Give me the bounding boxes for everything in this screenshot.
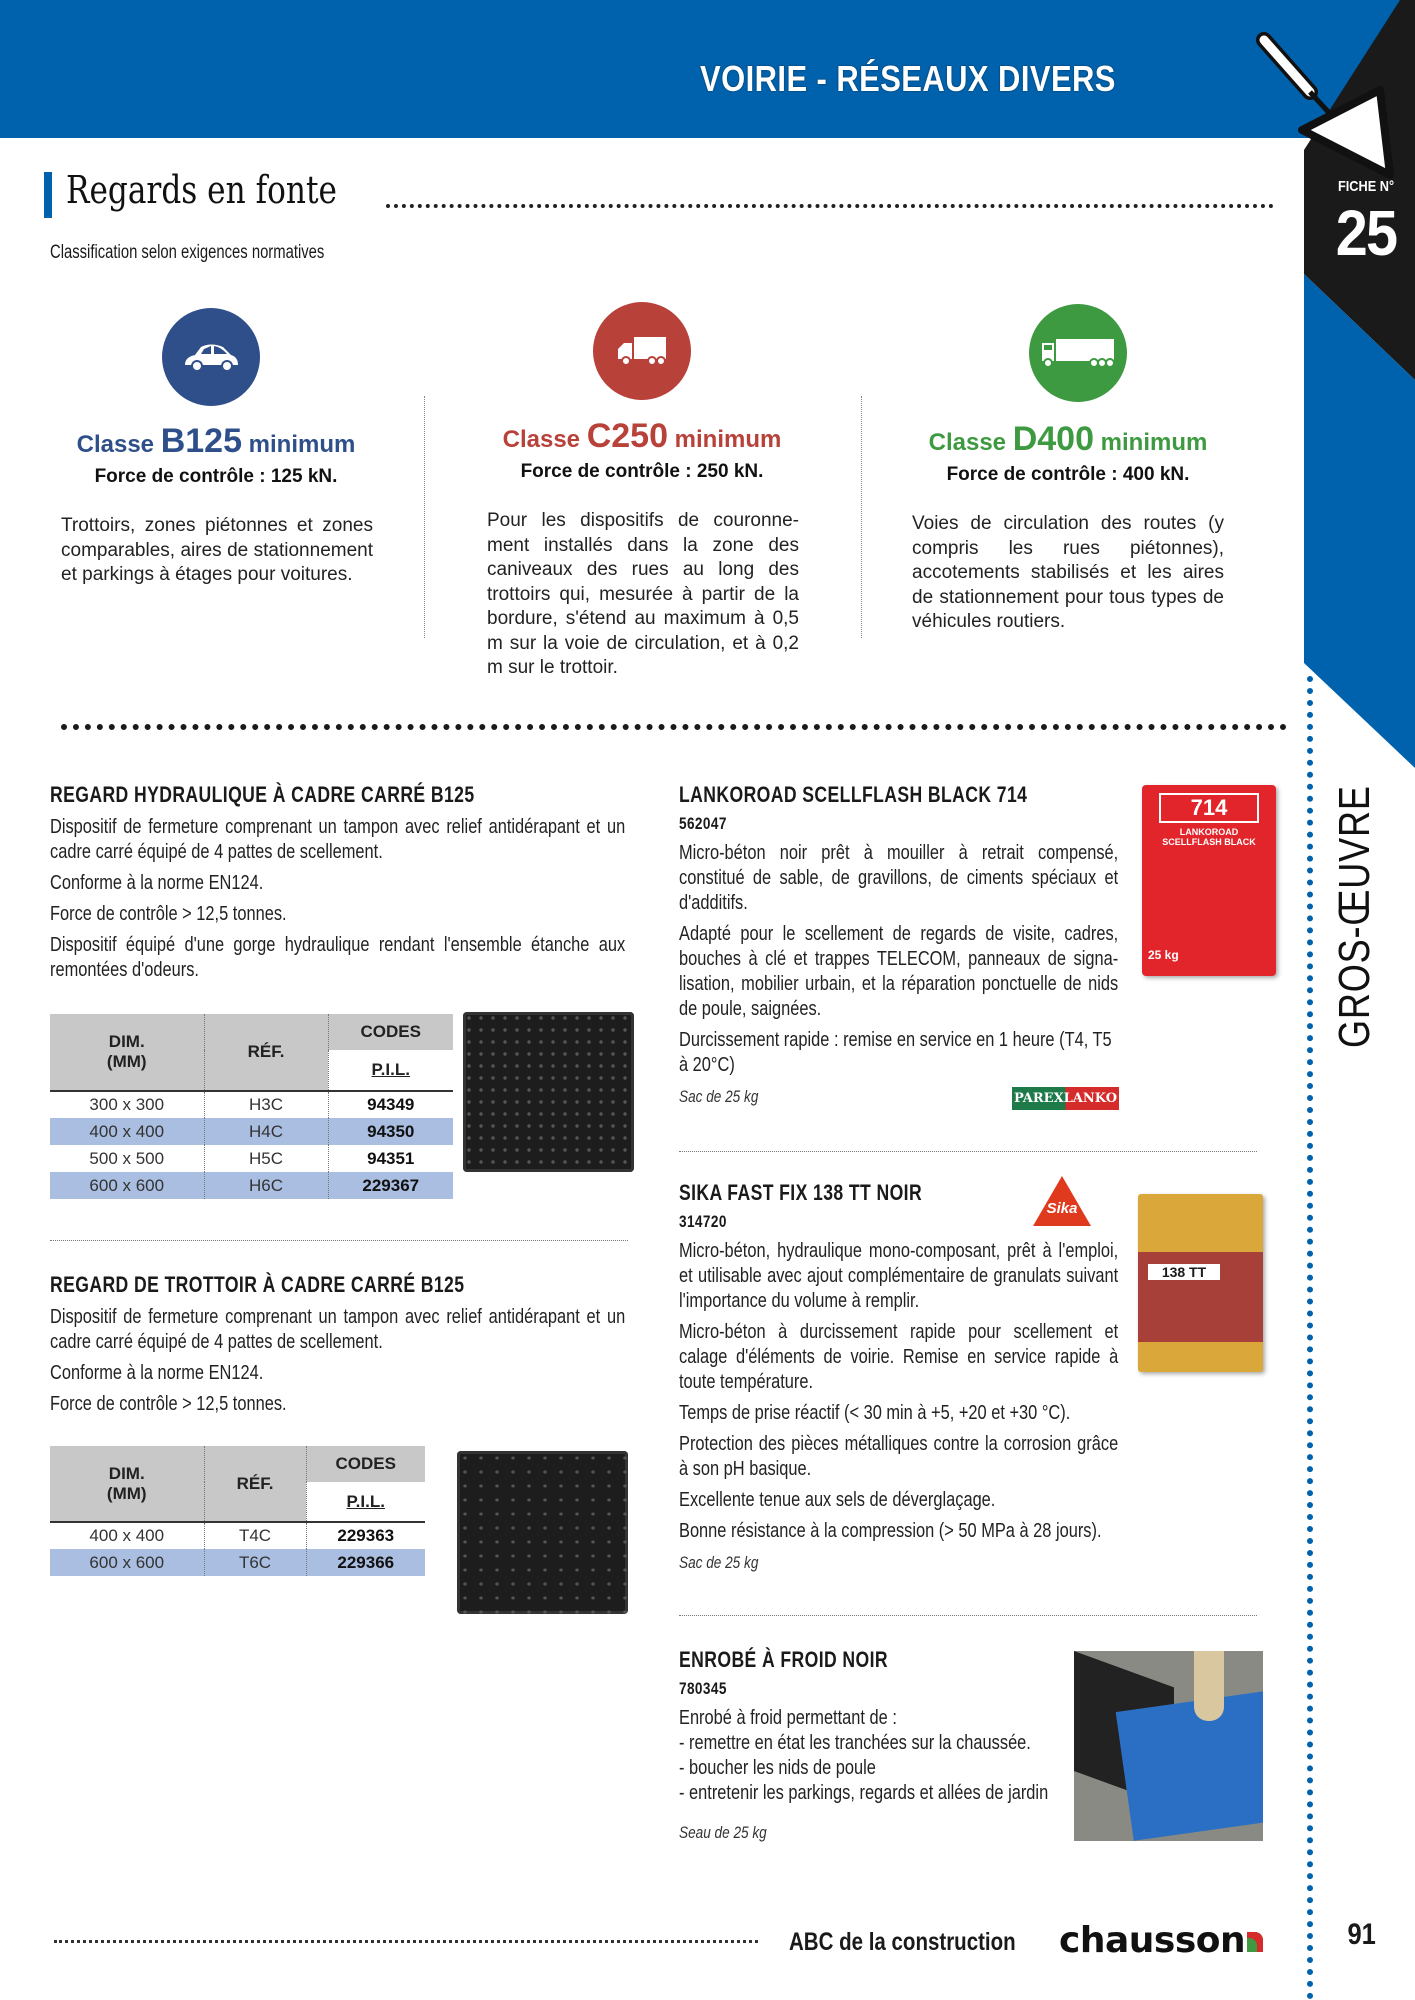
class-b125-title: Classe B125 minimum [76,422,356,460]
table-row: 300 x 300 H3C 94349 [50,1091,453,1118]
product-description: Protection des pièces métalliques contre la corrosion grâce à son pH basique. [679,1432,1119,1480]
divider [679,1151,1257,1152]
pil-logo: P.I.L. [328,1050,453,1091]
column-header-codes: CODES [328,1014,453,1050]
column-header-dim: DIM. (MM) [50,1446,204,1522]
column-header-codes: CODES [306,1446,425,1482]
product-description: Micro-béton, hydraulique mono-composant, prêt à l'emploi, et utilisable avec ajout complémentaire de granulats suivant l'importance du volume à remplir. [679,1239,1119,1312]
product-description: Dispositif de fermeture comprenant un tampon avec relief antidérapant et un cadre carré équipé de 4 pattes de scellement. [50,1305,626,1353]
product-code: 314720 [679,1212,727,1231]
section-title: VOIRIE - RÉSEAUX DIVERS [700,58,1116,99]
title-accent-bar [44,172,52,218]
table-row: 400 x 400 H4C 94350 [50,1118,453,1145]
class-d400-force: Force de contrôle : 400 kN. [946,464,1190,485]
class-b125-description: Trottoirs, zones piétonnes et zones comparables, aires de stationnement et parkings à étages pour voitures. [61,515,373,585]
spec-table [50,1014,453,1199]
product-description: - boucher les nids de poule [679,1756,876,1779]
divider [50,1240,628,1241]
table-row: 400 x 400 T4C 229363 [50,1522,425,1549]
lankoroad-bag-image: 714 LANKOROAD SCELLFLASH BLACK 25 kg [1142,785,1276,976]
product-description: Excellente tenue aux sels de déverglaçage. [679,1488,996,1511]
class-divider [861,396,862,638]
product-enrobe-froid [679,1647,1069,1843]
product-packaging: Sac de 25 kg [679,1553,759,1572]
product-sika-fast-fix [679,1180,1118,1573]
publication-name: ABC de la construction [789,1928,1016,1956]
product-description: Micro-béton à durcissement rapide pour scellement et calage d'éléments de voirie. Remise en service rapide à toute température. [679,1320,1119,1393]
chausson-house-icon [1247,1932,1263,1952]
sika-logo: Sika [1031,1174,1093,1228]
product-description: Force de contrôle > 12,5 tonnes. [50,1392,287,1415]
manhole-cover-image [463,1012,634,1172]
pil-logo: P.I.L. [306,1482,425,1522]
product-title: REGARD DE TROTTOIR À CADRE CARRÉ B125 [50,1272,465,1297]
spec-table [50,1446,425,1576]
product-code: 780345 [679,1679,727,1698]
product-description: Adapté pour le scellement de regards de visite, cadres, bouches à clé et trappes TELECOM, panneaux de signa-lisation, mobilier urbain, et la réparation ponctuelle de nids de poule, saignées. [679,922,1119,1020]
page-number: 91 [1347,1918,1376,1951]
sika-bag-image: 138 TT [1138,1194,1263,1372]
divider [679,1615,1257,1616]
product-title: SIKA FAST FIX 138 TT NOIR [679,1180,923,1205]
product-description: Enrobé à froid permettant de : [679,1706,897,1729]
page-subtitle: Classification selon exigences normatives [50,242,325,263]
class-b125-force: Force de contrôle : 125 kN. [94,466,338,487]
product-description: Durcissement rapide : remise en service en 1 heure (T4, T5 à 20°C) [679,1028,1112,1076]
product-description: Dispositif de fermeture comprenant un tampon avec relief antidérapant et un cadre carré équipé de 4 pattes de scellement. [50,815,626,863]
product-title: LANKOROAD SCELLFLASH BLACK 714 [679,782,1028,807]
product-description: Force de contrôle > 12,5 tonnes. [50,902,287,925]
category-label: GROS-ŒUVRE [1330,785,1379,1048]
class-d400-title: Classe D400 minimum [928,420,1208,458]
column-header-ref: RÉF. [204,1446,306,1522]
product-code: 562047 [679,814,727,833]
product-description: Micro-béton noir prêt à mouiller à retrait compensé, constitué de sable, de gravillons, de ciments spéciaux et d'additifs. [679,841,1119,914]
title-leader-dots [386,204,1274,208]
column-header-dim: DIM. (MM) [50,1014,204,1091]
product-description: Conforme à la norme EN124. [50,871,264,894]
class-c250-description: Pour les dispositifs de couronne-ment installés dans la zone des caniveaux des rues au long des trottoirs qui, mesurée à partir de la bordure, s'étend au maximum à 0,5 m sur la voie de circulation, et à 0,2 m sur le trottoir. [487,510,799,678]
product-regard-trottoir [50,1272,625,1416]
lorry-icon [1029,304,1127,402]
table-row: 600 x 600 T6C 229366 [50,1549,425,1576]
manhole-cover-image [457,1451,628,1614]
column-header-ref: RÉF. [204,1014,328,1091]
product-title: REGARD HYDRAULIQUE À CADRE CARRÉ B125 [50,782,475,807]
product-description: Temps de prise réactif (< 30 min à +5, +20 et +30 °C). [679,1401,1071,1424]
product-packaging: Sac de 25 kg [679,1087,759,1106]
product-description: Dispositif équipé d'une gorge hydraulique rendant l'ensemble étanche aux remontées d'odeurs. [50,933,626,981]
product-description: Bonne résistance à la compression (> 50 MPa à 28 jours). [679,1519,1102,1542]
product-description: - remettre en état les tranchées sur la chaussée. [679,1731,1031,1754]
parexlanko-logo: PAREXLANKO [1012,1087,1119,1110]
table-row: 500 x 500 H5C 94351 [50,1145,453,1172]
product-packaging: Seau de 25 kg [679,1823,767,1842]
product-lankoroad [679,782,1118,1107]
side-tab-shape [1240,0,1415,770]
page-title: Regards en fonte [66,168,337,212]
product-description: - entretenir les parkings, regards et allées de jardin [679,1781,1049,1804]
fiche-number: 25 [1335,197,1397,269]
product-regard-hydraulique [50,782,625,982]
section-separator [61,724,1287,730]
product-title: ENROBÉ À FROID NOIR [679,1647,889,1672]
car-icon [162,308,260,406]
class-divider [424,396,425,638]
table-row: 600 x 600 H6C 229367 [50,1172,453,1199]
footer-dotted-line [54,1940,758,1943]
fiche-label: FICHE N° [1337,178,1395,195]
chausson-logo: chausson [1059,1920,1263,1961]
side-dotted-line [1307,676,1313,2000]
class-c250-force: Force de contrôle : 250 kN. [520,461,764,482]
class-c250-title: Classe C250 minimum [502,417,782,455]
product-description: Conforme à la norme EN124. [50,1361,264,1384]
class-d400-description: Voies de circulation des routes (y compris les rues piétonnes), accotements stabilisés et les aires de stationnement pour tous types de véhicules routiers. [912,513,1224,632]
enrobe-photo [1074,1651,1263,1841]
truck-icon [593,302,691,400]
